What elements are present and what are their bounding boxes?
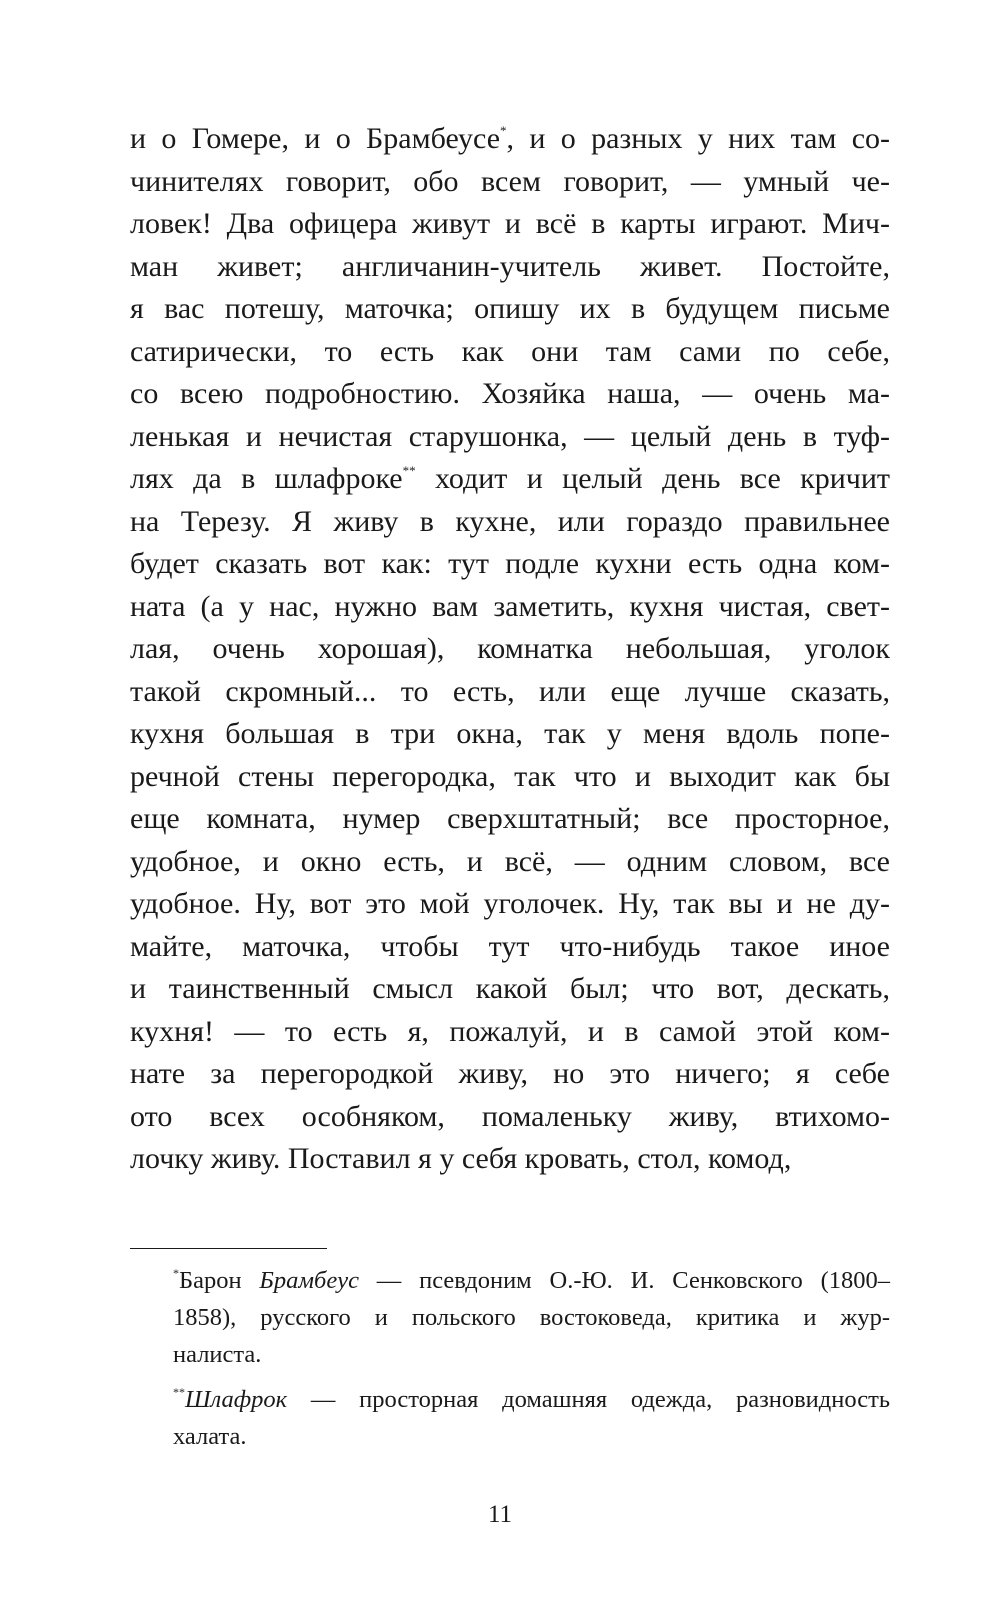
text-line: лая, очень хорошая), комнатка небольшая, уголок — [130, 632, 890, 665]
footnote-mark: * — [173, 1266, 179, 1280]
footnote-line: халата. — [173, 1423, 247, 1450]
text-line: ловек! Два офицера живут и всё в карты играют. Мич- — [130, 207, 890, 240]
text-line: сатирически, то есть как они там сами по себе, — [130, 334, 890, 368]
text-line: лях да в шлафроке** ходит и целый день все кричит — [130, 462, 891, 495]
footnotes — [130, 1262, 890, 1455]
footnote-2 — [130, 1381, 890, 1455]
text-line: ман живет; англичанин-учитель живет. Постойте, — [130, 249, 890, 283]
text-line: будет сказать вот как: тут подле кухни есть одна ком- — [130, 547, 890, 580]
footnote-separator — [130, 1248, 327, 1249]
text-line: со всею подробностию. Хозяйка наша, — очень ма- — [130, 377, 890, 410]
text-line: такой скромный... то есть, или еще лучше сказать, — [130, 674, 890, 708]
text-line: еще комната, нумер сверхштатный; все просторное, — [130, 802, 890, 835]
text-line: на Терезу. Я живу в кухне, или гораздо правильнее — [130, 504, 890, 538]
text-line: лочку живу. Поставил я у себя кровать, стол, комод, — [130, 1142, 792, 1175]
footnote-line: *Барон Брамбеус — псевдоним О.-Ю. И. Сенковского (1800– — [173, 1266, 890, 1294]
body-text — [130, 118, 890, 1181]
footnote-reference[interactable]: ** — [402, 463, 416, 478]
footnote-reference[interactable]: * — [500, 123, 507, 138]
text-line: майте, маточка, чтобы тут что-нибудь такое иное — [130, 929, 890, 963]
text-line: удобное. Ну, вот это мой уголочек. Ну, так вы и не ду- — [130, 887, 890, 920]
footnote-mark: ** — [173, 1385, 185, 1399]
footnote-1 — [130, 1262, 890, 1373]
text-line: кухня большая в три окна, так у меня вдоль попе- — [130, 717, 890, 750]
text-line: и таинственный смысл какой был; что вот, дескать, — [130, 972, 890, 1005]
text-line: нате за перегородкой живу, но это ничего; я себе — [130, 1057, 890, 1090]
footnote-term: Шлафрок — [185, 1386, 288, 1413]
text-line: ленькая и нечистая старушонка, — целый день в туф- — [130, 419, 890, 453]
text-line: ото всех особняком, помаленьку живу, втихомо- — [130, 1099, 890, 1133]
text-line: речной стены перегородка, так что и выходит как бы — [130, 759, 890, 793]
footnote-line: налиста. — [173, 1341, 262, 1368]
footnote-line: 1858), русского и польского востоковеда, критика и жур- — [173, 1304, 890, 1331]
text-line: удобное, и окно есть, и всё, — одним словом, все — [130, 844, 890, 878]
text-line: кухня! — то есть я, пожалуй, и в самой этой ком- — [130, 1014, 890, 1048]
text-line: ната (а у нас, нужно вам заметить, кухня чистая, свет- — [130, 589, 890, 623]
footnote-term: Брамбеус — [259, 1267, 359, 1294]
text-line: я вас потешу, маточка; опишу их в будущем письме — [130, 292, 890, 325]
footnote-line: **Шлафрок — просторная домашняя одежда, разновидность — [173, 1385, 890, 1413]
text-line: и о Гомере, и о Брамбеусе*, и о разных у них там со- — [130, 122, 890, 155]
text-line: чинителях говорит, обо всем говорит, — умный че- — [130, 164, 890, 198]
page-number: 11 — [487, 1501, 513, 1528]
